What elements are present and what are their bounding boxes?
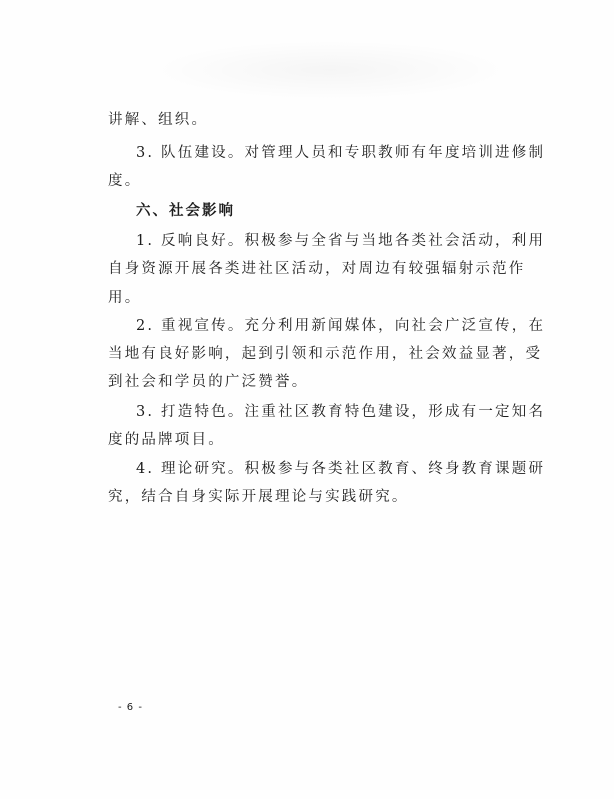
text-line-5: 1. 反响良好。积极参与全省与当地各类社会活动，利用	[136, 233, 546, 249]
text-line-10: 到社会和学员的广泛赞誉。	[108, 374, 309, 390]
text-line-3: 度。	[108, 173, 142, 189]
text-line-13: 4. 理论研究。积极参与各类社区教育、终身教育课题研	[136, 461, 546, 477]
text-line-14: 究，结合自身实际开展理论与实践研究。	[108, 489, 409, 505]
text-line-12: 度的品牌项目。	[108, 432, 225, 448]
text-line-11: 3. 打造特色。注重社区教育特色建设，形成有一定知名	[136, 404, 546, 420]
text-line-6: 自身资源开展各类进社区活动，对周边有较强辐射示范作	[108, 261, 526, 277]
scan-artifact	[150, 40, 510, 100]
page-number: - 6 -	[118, 702, 143, 713]
text-line-1: 讲解、组织。	[108, 112, 209, 128]
text-line-9: 当地有良好影响，起到引领和示范作用，社会效益显著，受	[108, 346, 543, 362]
text-line-2: 3. 队伍建设。对管理人员和专职教师有年度培训进修制	[136, 145, 546, 161]
section-heading-social-impact: 六、社会影响	[136, 203, 235, 219]
text-line-8: 2. 重视宣传。充分利用新闻媒体，向社会广泛宣传，在	[136, 318, 546, 334]
text-line-7: 用。	[108, 290, 142, 306]
